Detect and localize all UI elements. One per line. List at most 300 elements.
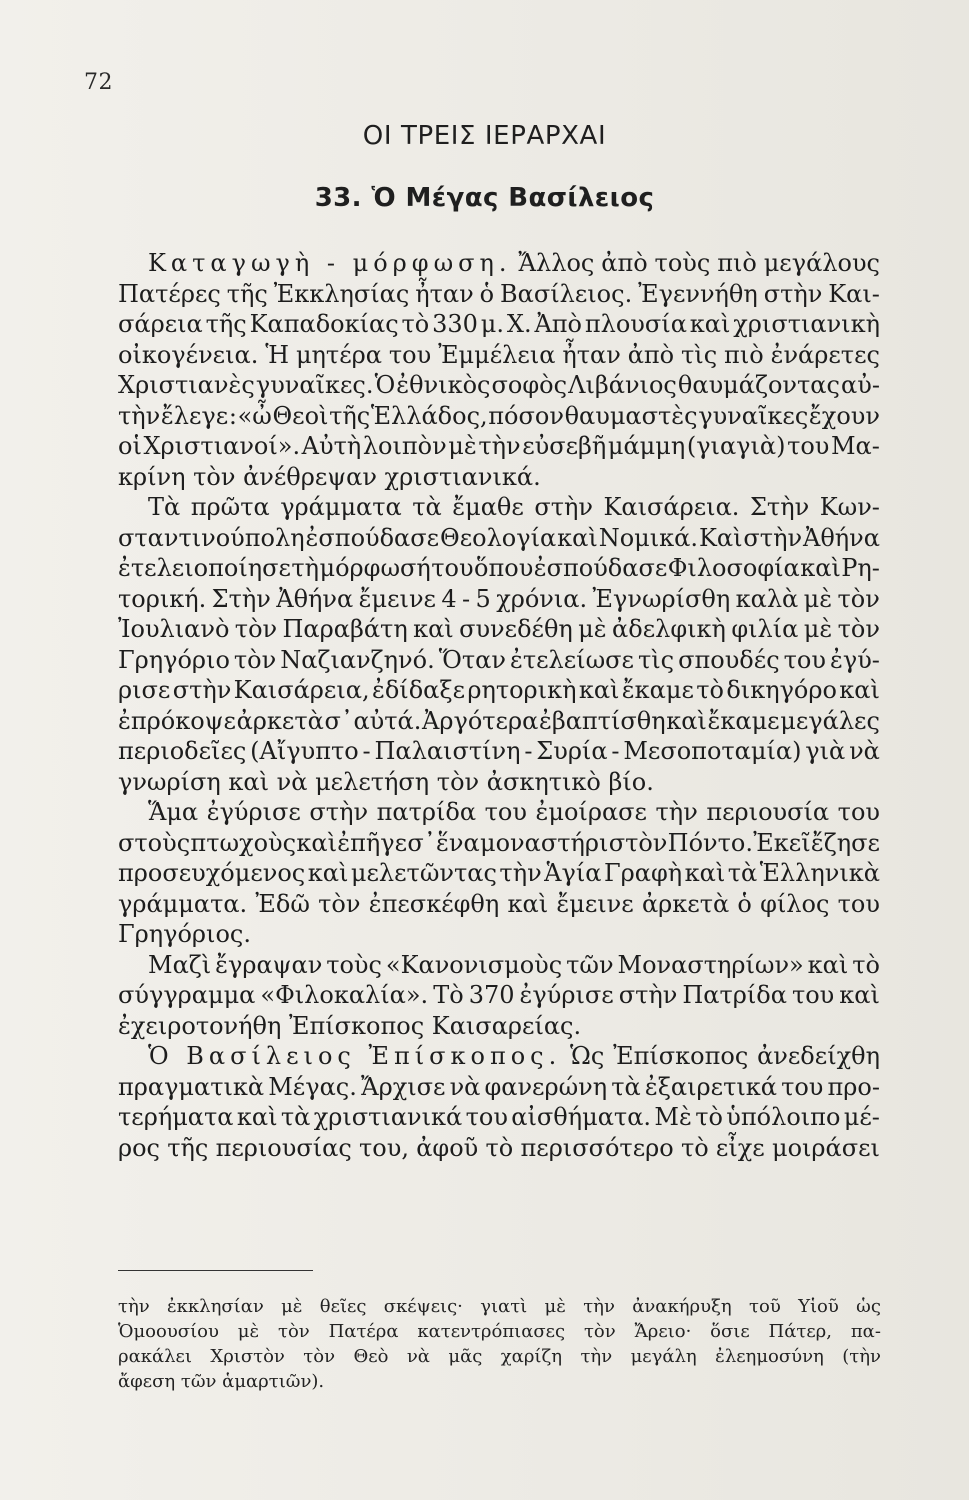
word: ἐλεημοσύνη (715, 1346, 824, 1367)
word: ἔγραψαν (215, 950, 323, 979)
word: σύγγραμμα (118, 981, 256, 1009)
word: προσευχόμενος (118, 859, 306, 887)
word: Ἐγεννήθη (638, 279, 758, 308)
word: «Φιλοκαλία». (260, 981, 429, 1009)
word: τὰ (280, 1103, 311, 1131)
word: τὸν (318, 889, 361, 918)
word: (γιαγιὰ) (686, 432, 786, 460)
word: ἔμαθε (452, 493, 524, 521)
word: Γραφὴ (603, 859, 683, 887)
word: εὐσεβῆ (522, 432, 607, 460)
word: : (228, 401, 237, 430)
word: Και- (828, 279, 880, 308)
word: χριστιανικὴ (733, 310, 880, 338)
word: τὴν (580, 1346, 613, 1367)
word: τῆς (329, 401, 371, 430)
word: Ἄρχισε (360, 1072, 446, 1101)
word: ἔζησε (810, 828, 880, 857)
word: καὶ (807, 950, 849, 979)
body-line (118, 401, 880, 432)
word: μάμμη (607, 432, 686, 460)
word: γιατὶ (480, 1296, 528, 1317)
spaced-heading-phrase: Ὁ Βασίλειος Ἐπίσκοπος. (148, 1042, 562, 1070)
word: Ἀπὸ (534, 310, 583, 338)
word: πλουσία (584, 310, 687, 338)
word: σπουδές (678, 645, 780, 674)
body-line (118, 828, 880, 859)
word: Καπαδοκίας (249, 310, 399, 338)
word: σάρεια (118, 310, 203, 338)
word: τὴν (118, 401, 161, 430)
word: ρισε (118, 676, 171, 704)
word: τῆς (167, 1133, 209, 1162)
word: οἰκογένεια. (118, 340, 259, 369)
word: Ἄλλος (518, 249, 595, 277)
word: τοὺς (326, 950, 382, 979)
word: μοναστήρι (480, 828, 609, 857)
word: καὶ (307, 859, 349, 887)
word: Αὐτὴ (301, 432, 362, 460)
word: τὴ (291, 554, 320, 582)
word: ἐθνικὸς (396, 371, 491, 399)
word: τὸν (303, 1346, 336, 1367)
word: στὴν (534, 493, 593, 521)
word: Ἐπίσκοπος (613, 1042, 749, 1070)
word: τὸ (680, 1133, 709, 1162)
word: ὁ (737, 889, 752, 918)
word: 330 (432, 310, 478, 338)
word: τορική. (118, 584, 207, 613)
word: ὡς (856, 1296, 881, 1317)
word: μὲ (544, 1296, 566, 1317)
word: Ἅμα (148, 798, 199, 826)
footnote-line (118, 1344, 881, 1369)
word: του (431, 554, 474, 582)
body-line (118, 645, 880, 676)
word: Ἰουλιανὸ (118, 615, 230, 643)
word: φιλία (731, 615, 799, 643)
body-line (118, 309, 880, 340)
word: νὰ (449, 1072, 481, 1101)
body-line (118, 1072, 880, 1103)
word: Πόντο. (667, 828, 753, 857)
footnote-text (118, 1294, 881, 1394)
word: Ἐγνωρίσθη (592, 584, 731, 613)
word: μὲ (803, 584, 833, 613)
word: μὲ (281, 1296, 303, 1317)
word: τῆς (205, 310, 247, 338)
word: καὶ (296, 828, 337, 857)
word: Μέγας. (268, 1072, 357, 1101)
word: 5 (475, 584, 491, 613)
word: Ἐκεῖ (753, 828, 811, 857)
word: Συρία (536, 737, 608, 765)
word: τὸ (485, 1133, 514, 1162)
word: τὶς (681, 340, 718, 369)
word: ἐπρόκοψε (118, 706, 236, 735)
word: κατεντρόπιασες (417, 1321, 566, 1342)
word: Τὸ (433, 981, 464, 1009)
word: - (362, 737, 371, 765)
word: Μοναστηρίων» (617, 950, 804, 979)
word: ἔμεινε (358, 584, 436, 613)
word: του (837, 798, 880, 826)
footnote-divider (118, 1270, 313, 1271)
word: ἐτελείωσε (509, 645, 634, 674)
word: μητέρα (295, 340, 382, 369)
word: ἕνα (436, 828, 480, 857)
word: μοιράσει (771, 1133, 880, 1162)
word: προ- (827, 1072, 880, 1101)
word: - (524, 737, 533, 765)
word: ἐγύρισε (519, 981, 614, 1009)
body-line (118, 1133, 880, 1164)
word: ὁ (479, 279, 495, 308)
word: ἔχουν (808, 401, 880, 430)
word: Ὁμοουσίου (118, 1321, 219, 1342)
word: Ἀθήνα (276, 584, 354, 613)
word: ἐγύρισε (206, 798, 301, 826)
footnote-line (118, 1319, 881, 1344)
body-line (118, 980, 880, 1011)
body-line (118, 370, 880, 401)
word: ἔμεινε (556, 889, 634, 918)
word: τὴν (583, 1296, 615, 1317)
word: τὸν (234, 615, 278, 643)
word: καὶ (557, 523, 598, 552)
word: Ὅταν (438, 645, 506, 674)
word: τὸν (583, 1321, 616, 1342)
word: Χ. (506, 310, 532, 338)
word: θεῖες (319, 1296, 367, 1317)
body-line (118, 248, 880, 279)
word: Κων- (819, 493, 880, 521)
word: πτωχοὺς (190, 828, 297, 857)
footnote-line (118, 1294, 881, 1319)
word: Μεσοποταμία) (623, 737, 802, 765)
word: τῆς (226, 279, 268, 308)
body-line (118, 950, 880, 981)
body-line (118, 279, 880, 310)
word: ὅσιε (710, 1321, 750, 1342)
word: καὶ (689, 310, 731, 338)
word: τὴν (499, 859, 542, 887)
word: σ᾽ (324, 706, 353, 735)
word: ἀρκετὰ (236, 706, 324, 735)
word: Ἀργότερα (422, 706, 539, 735)
word: Ἡ (265, 340, 290, 369)
word: ἀπὸ (601, 249, 648, 277)
word: ἐσπούδασε (305, 523, 440, 552)
word: τὰ (727, 859, 758, 887)
word: ρητορικὴ (467, 676, 577, 704)
word: «ὦ (237, 401, 272, 430)
word: σ᾽ (407, 828, 436, 857)
word: καὶ (684, 859, 726, 887)
word: στὴν (309, 798, 369, 826)
footnote-line: ἄφεση τῶν ἁμαρτιῶν). (118, 1371, 325, 1392)
word: μόρφωσή (319, 554, 431, 582)
word: νὰ (406, 1346, 430, 1367)
body-line (118, 1041, 880, 1072)
word: Καισάρεια, (233, 676, 370, 704)
word: Ἐδῶ (255, 889, 310, 918)
word: σκέψεις· (383, 1296, 463, 1317)
word: γράμματα (280, 493, 402, 521)
body-line (118, 614, 880, 645)
word: Μαζὶ (148, 950, 212, 979)
word: τὴν (118, 1296, 150, 1317)
body-line: ἐχειροτονήθη Ἐπίσκοπος Καισαρείας. (118, 1011, 582, 1040)
word: Λιβάνιος (568, 371, 677, 399)
word: νὰ (849, 737, 880, 765)
word: μελετῶντας (350, 859, 497, 887)
word: Θεολογία (440, 523, 557, 552)
word: ἀνεδείχθη (757, 1042, 880, 1070)
word: του (783, 645, 826, 674)
word: καὶ (839, 676, 880, 704)
word: καὶ (800, 554, 841, 582)
word: χαρίζη (500, 1346, 563, 1367)
body-line (118, 675, 880, 706)
word: Τὰ (148, 493, 181, 521)
body-line (118, 431, 880, 462)
word: ἐπῆγε (337, 828, 408, 857)
word: μ. (480, 310, 505, 338)
word: - (462, 584, 471, 613)
word: καὶ (413, 615, 454, 643)
word: πατρίδα (376, 798, 477, 826)
word: καὶ (236, 1103, 278, 1131)
word: περιοδεῖες (118, 737, 247, 765)
word: πιὸ (724, 340, 764, 369)
word: ἐγύ- (829, 645, 880, 674)
word: οἱ (118, 432, 142, 460)
word: Μα- (830, 432, 880, 460)
body-line (118, 706, 880, 737)
word: καὶ (666, 706, 707, 735)
word: τὸ (852, 950, 880, 979)
word: Θεοὶ (272, 401, 329, 430)
word: περισσότερο (520, 1133, 674, 1162)
word: Ἀθήνα (803, 523, 880, 552)
word: ἐτελειοποίησε (118, 554, 291, 582)
word: ἐκκλησίαν (167, 1296, 264, 1317)
word: μεγάλους (763, 249, 880, 277)
word: στὴν (618, 981, 678, 1009)
word: Γρηγόριο (118, 645, 230, 674)
word: ἔκαμε (621, 676, 694, 704)
word: μὲ (803, 615, 833, 643)
word: τὸν (278, 1321, 310, 1342)
word: Νομικά. (598, 523, 698, 552)
word: λοιπὸν (362, 432, 447, 460)
word: του (781, 1072, 824, 1101)
word: γράμματα. (118, 889, 248, 918)
body-line: γνωρίση καὶ νὰ μελετήση τὸν ἀσκητικὸ βίο. (118, 767, 654, 796)
word: Χριστιανὲς (118, 371, 255, 399)
word: - (611, 737, 620, 765)
word: ἐσπούδασε (533, 554, 668, 582)
word: Υἱοῦ (798, 1296, 839, 1317)
word: Παραβάτη (282, 615, 408, 643)
word: πα- (850, 1321, 881, 1342)
word: στὴν (763, 279, 823, 308)
word: εἶχε (715, 1133, 765, 1162)
body-line (118, 889, 880, 920)
word: (Αἴγυπτο (250, 737, 359, 765)
body-line (118, 797, 880, 828)
word: 4 (441, 584, 457, 613)
word: τὰ (412, 493, 442, 521)
body-line: Γρηγόριος. (118, 920, 251, 948)
word: Ὡς (570, 1042, 605, 1070)
word: μέ- (843, 1103, 880, 1131)
word: πόσον (488, 401, 564, 430)
word: Πατρίδα (682, 981, 787, 1009)
word: τοῦ (749, 1296, 781, 1317)
word: Παλαιστίνη (374, 737, 521, 765)
body-line (118, 584, 880, 615)
word: Καισάρεια. (603, 493, 740, 521)
word: χρόνια. (496, 584, 588, 613)
word: «Κανονισμοὺς (385, 950, 563, 979)
word: ἦταν (415, 279, 474, 308)
word: Ναζιανζηνό. (280, 645, 435, 674)
word: Χριστὸν (210, 1346, 285, 1367)
word: καλὰ (735, 584, 799, 613)
word: γιὰ (805, 737, 846, 765)
word: ὅπου (474, 554, 534, 582)
word: μὲ (448, 432, 477, 460)
word: Πάτερ, (768, 1321, 832, 1342)
body-line (118, 553, 880, 584)
word: Καὶ (698, 523, 743, 552)
word: φανερώνη (484, 1072, 608, 1101)
word: τὴν (655, 798, 698, 826)
body-line: κρίνη τὸν ἀνέθρεψαν χριστιανικά. (118, 462, 541, 491)
word: ρακάλει (118, 1346, 192, 1367)
word: μᾶς (448, 1346, 483, 1367)
word: ἐπεσκέφθη (368, 889, 500, 918)
word: καὶ (839, 981, 880, 1009)
word: του (465, 1103, 508, 1131)
word: του (837, 889, 880, 918)
word: Πατέρες (118, 279, 221, 308)
word: θαυμαστὲς (564, 401, 698, 430)
word: ἐμοίρασε (535, 798, 647, 826)
word: του (791, 981, 835, 1009)
word: τῶν (566, 950, 614, 979)
word: Ἑλλάδος, (370, 401, 488, 430)
word: ρος (118, 1133, 160, 1162)
word: Στὴν (211, 584, 271, 613)
word: μὲ (578, 615, 607, 643)
word: ἀδελφικὴ (612, 615, 726, 643)
word: μὲ (237, 1321, 260, 1342)
word: θαυμάζοντας (677, 371, 840, 399)
word: περιουσία (706, 798, 830, 826)
word: περιουσίας (215, 1133, 352, 1162)
word: ἔλεγε (160, 401, 229, 430)
word: Ἁγία (544, 859, 602, 887)
word: ἦταν (562, 340, 621, 369)
body-line (118, 523, 880, 554)
word: ὑπόλοιπο (726, 1103, 841, 1131)
word: πρῶτα (190, 493, 270, 521)
word: στὸν (608, 828, 668, 857)
word: Ἄρειο· (634, 1321, 692, 1342)
book-title: ΟΙ ΤΡΕΙΣ ΙΕΡΑΡΧΑΙ (362, 121, 607, 151)
word: του (484, 798, 527, 826)
body-line (118, 1102, 880, 1133)
word: τὸν (837, 615, 880, 643)
body-line (118, 736, 880, 767)
word: στὴν (743, 523, 803, 552)
word: μεγάλη (630, 1346, 697, 1367)
word: πιὸ (717, 249, 757, 277)
word: ἐβαπτίσθη (538, 706, 666, 735)
page-number: 72 (84, 70, 113, 95)
spaced-heading-phrase: Καταγωγὴ - μόρφωση. (148, 249, 512, 277)
word: Χριστιανοί». (143, 432, 301, 460)
word: του, (359, 1133, 409, 1162)
word: χριστιανικά (313, 1103, 463, 1131)
body-line (118, 492, 880, 523)
word: του (787, 432, 830, 460)
word: ἀφοῦ (416, 1133, 479, 1162)
word: πραγματικὰ (118, 1072, 265, 1101)
word: ἀνακήρυξη (632, 1296, 732, 1317)
word: αὐ- (841, 371, 880, 399)
word: μεγάλες (780, 706, 880, 735)
word: τὸν (233, 645, 277, 674)
word: τὶς (637, 645, 675, 674)
word: τὸ (401, 310, 430, 338)
word: αὐτά. (353, 706, 422, 735)
word: του (388, 340, 432, 369)
word: ἀρκετὰ (641, 889, 730, 918)
word: σταντινούπολη (118, 523, 305, 552)
word: ἐδίδαξε (371, 676, 465, 704)
body-line (118, 340, 880, 371)
word: τὸ (696, 676, 724, 704)
word: Ἐμμέλεια (438, 340, 556, 369)
body-text (118, 248, 880, 1163)
word: ἐνάρετες (770, 340, 880, 369)
word: ἐξαιρετικά (644, 1072, 777, 1101)
word: Φιλοσοφία (667, 554, 800, 582)
word: τὸ (695, 1103, 723, 1131)
word: στοὺς (118, 828, 191, 857)
word: Ὁ (374, 371, 396, 399)
word: συνεδέθη (459, 615, 573, 643)
word: τὰ (611, 1072, 641, 1101)
word: ἀπὸ (627, 340, 675, 369)
word: τερήματα (118, 1103, 234, 1131)
word: Πατέρα (328, 1321, 399, 1342)
word: στὴν (172, 676, 232, 704)
word: τὴν (478, 432, 521, 460)
word: Μὲ (654, 1103, 692, 1131)
word: καὶ (507, 889, 549, 918)
word: Ἐκκλησίας (273, 279, 410, 308)
word: 370 (468, 981, 515, 1009)
word: Θεὸ (353, 1346, 389, 1367)
word: αἰσθήματα. (511, 1103, 652, 1131)
section-title: 33. Ὁ Μέγας Βασίλειος (314, 183, 655, 213)
word: ἔκαμε (707, 706, 780, 735)
